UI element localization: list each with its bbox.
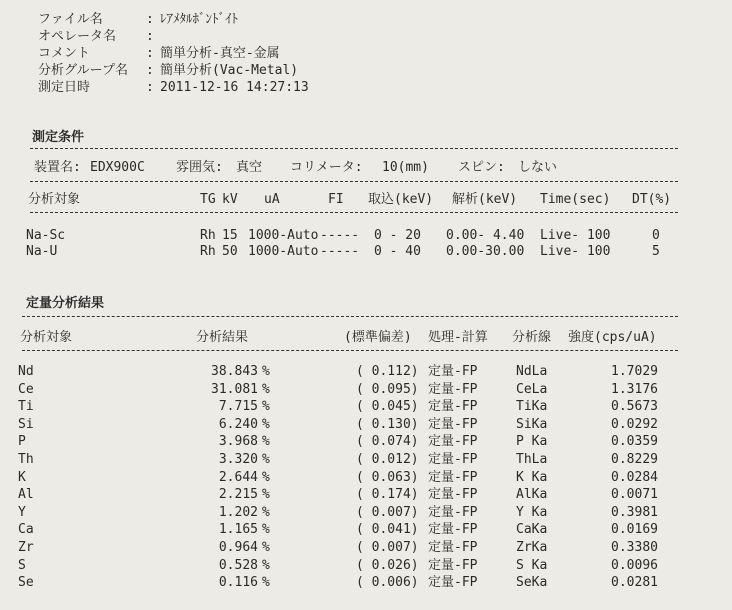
res-value: 3.320 xyxy=(218,452,258,467)
res-intensity: 0.0284 xyxy=(611,469,658,485)
res-sd: ( 0.007) xyxy=(356,540,419,555)
res-value: 6.240 xyxy=(218,416,258,432)
res-sd: ( 0.006) xyxy=(356,575,419,591)
res-intensity: 0.0169 xyxy=(611,522,658,538)
res-proc: 定量-FP xyxy=(428,504,478,520)
header-sep: : xyxy=(146,63,154,78)
cond-col-kv: kV xyxy=(222,192,238,207)
res-value: 31.081 xyxy=(211,381,258,397)
res-sd: ( 0.041) xyxy=(356,522,419,538)
res-intensity: 0.3380 xyxy=(611,540,658,555)
res-element: Ca xyxy=(18,522,34,538)
comment-value: 簡単分析-真空-金属 xyxy=(160,46,280,61)
res-value: 7.715 xyxy=(218,399,258,415)
res-proc: 定量-FP xyxy=(428,487,478,503)
cond-time: Live- 100 xyxy=(540,244,611,259)
res-proc: 定量-FP xyxy=(428,434,478,450)
res-line: SiKa xyxy=(516,416,548,432)
res-element: Th xyxy=(18,452,34,467)
file-name-value: ﾚｱﾒﾀﾙﾎﾞﾝﾄﾞｲﾄ xyxy=(160,12,238,27)
res-unit: % xyxy=(262,434,270,450)
cond-col-ana: 解析(keV) xyxy=(452,192,518,207)
res-proc: 定量-FP xyxy=(428,522,478,538)
res-unit: % xyxy=(262,381,270,397)
cond-dt: 0 xyxy=(652,228,660,243)
res-element: Si xyxy=(18,416,34,432)
res-col-proc: 処理-計算 xyxy=(428,330,488,345)
divider xyxy=(30,181,678,182)
divider xyxy=(30,148,678,149)
cond-col-tg: TG xyxy=(200,192,216,207)
res-unit: % xyxy=(262,469,270,485)
res-sd: ( 0.130) xyxy=(356,416,419,432)
res-unit: % xyxy=(262,487,270,503)
res-intensity: 0.0096 xyxy=(611,557,658,573)
datetime-label: 測定日時 xyxy=(38,80,91,95)
res-sd: ( 0.174) xyxy=(356,487,419,503)
header-sep: : xyxy=(146,80,154,95)
res-value: 3.968 xyxy=(218,434,258,450)
cond-ana: 0.00- 4.40 xyxy=(446,228,525,243)
header-sep: : xyxy=(146,29,154,44)
header-sep: : xyxy=(146,12,154,27)
res-value: 38.843 xyxy=(211,364,258,379)
res-proc: 定量-FP xyxy=(428,416,478,432)
res-line: S Ka xyxy=(516,557,548,573)
res-intensity: 0.5673 xyxy=(611,399,658,415)
conditions-title: 測定条件 xyxy=(32,130,85,145)
cond-fi: ----- xyxy=(320,228,360,243)
res-intensity: 0.0281 xyxy=(611,575,658,591)
res-unit: % xyxy=(262,575,270,591)
res-element: Nd xyxy=(18,364,34,379)
res-sd: ( 0.074) xyxy=(356,434,419,450)
collimator-label: コリメータ: xyxy=(290,160,363,175)
res-proc: 定量-FP xyxy=(428,452,478,467)
res-line: P Ka xyxy=(516,434,548,450)
cond-fi: ----- xyxy=(320,244,360,259)
res-col-result: 分析結果 xyxy=(196,330,249,345)
atmosphere-value: 真空 xyxy=(236,160,263,175)
group-value: 簡単分析(Vac-Metal) xyxy=(160,63,299,78)
results-title: 定量分析結果 xyxy=(26,296,105,311)
res-line: Y Ka xyxy=(516,504,548,520)
header-sep: : xyxy=(146,46,154,61)
res-element: K xyxy=(18,469,26,485)
res-sd: ( 0.063) xyxy=(356,469,419,485)
res-element: Al xyxy=(18,487,34,503)
res-sd: ( 0.112) xyxy=(356,364,419,379)
res-intensity: 0.0071 xyxy=(611,487,658,503)
res-unit: % xyxy=(262,557,270,573)
res-proc: 定量-FP xyxy=(428,557,478,573)
res-element: Ce xyxy=(18,381,34,397)
cond-col-time: Time(sec) xyxy=(540,192,611,207)
res-proc: 定量-FP xyxy=(428,540,478,555)
comment-label: コメント xyxy=(38,46,91,61)
res-unit: % xyxy=(262,504,270,520)
res-line: NdLa xyxy=(516,364,548,379)
cond-ua: 1000-Auto xyxy=(248,244,319,259)
cond-ua: 1000-Auto xyxy=(248,228,319,243)
res-proc: 定量-FP xyxy=(428,575,478,591)
cond-col-ua: uA xyxy=(264,192,280,207)
device-value: EDX900C xyxy=(90,160,145,175)
res-unit: % xyxy=(262,399,270,415)
res-proc: 定量-FP xyxy=(428,399,478,415)
divider xyxy=(22,350,678,351)
cond-acq: 0 - 40 xyxy=(374,244,421,259)
res-value: 2.644 xyxy=(218,469,258,485)
res-unit: % xyxy=(262,522,270,538)
res-value: 0.528 xyxy=(218,557,258,573)
res-line: AlKa xyxy=(516,487,548,503)
datetime-value: 2011-12-16 14:27:13 xyxy=(160,80,309,95)
cond-col-acq: 取込(keV) xyxy=(368,192,434,207)
res-intensity: 0.8229 xyxy=(611,452,658,467)
res-unit: % xyxy=(262,416,270,432)
res-value: 0.964 xyxy=(218,540,258,555)
cond-acq: 0 - 20 xyxy=(374,228,421,243)
cond-kv: 50 xyxy=(222,244,238,259)
cond-ana: 0.00-30.00 xyxy=(446,244,525,259)
res-unit: % xyxy=(262,452,270,467)
res-line: ZrKa xyxy=(516,540,548,555)
cond-kv: 15 xyxy=(222,228,238,243)
spin-value: しない xyxy=(518,160,558,175)
res-line: CeLa xyxy=(516,381,548,397)
res-intensity: 1.3176 xyxy=(611,381,658,397)
cond-target: Na-U xyxy=(26,244,58,259)
res-col-target: 分析対象 xyxy=(20,330,73,345)
res-sd: ( 0.007) xyxy=(356,504,419,520)
res-line: ThLa xyxy=(516,452,548,467)
group-label: 分析グループ名 xyxy=(38,63,128,78)
res-unit: % xyxy=(262,364,270,379)
atmosphere-label: 雰囲気: xyxy=(176,160,223,175)
cond-col-dt: DT(%) xyxy=(632,192,672,207)
res-intensity: 0.0292 xyxy=(611,416,658,432)
res-sd: ( 0.095) xyxy=(356,381,419,397)
res-sd: ( 0.026) xyxy=(356,557,419,573)
res-proc: 定量-FP xyxy=(428,364,478,379)
res-intensity: 0.0359 xyxy=(611,434,658,450)
file-name-label: ファイル名 xyxy=(38,12,103,27)
res-intensity: 0.3981 xyxy=(611,504,658,520)
res-value: 1.202 xyxy=(218,504,258,520)
res-element: S xyxy=(18,557,26,573)
cond-time: Live- 100 xyxy=(540,228,611,243)
res-value: 2.215 xyxy=(218,487,258,503)
res-line: CaKa xyxy=(516,522,548,538)
operator-label: オペレータ名 xyxy=(38,29,117,44)
res-col-sd: (標準偏差) xyxy=(344,330,412,345)
res-unit: % xyxy=(262,540,270,555)
res-proc: 定量-FP xyxy=(428,469,478,485)
collimator-value: 10(mm) xyxy=(382,160,429,175)
res-element: Ti xyxy=(18,399,34,415)
res-line: SeKa xyxy=(516,575,548,591)
res-sd: ( 0.012) xyxy=(356,452,419,467)
cond-target: Na-Sc xyxy=(26,228,66,243)
res-element: Zr xyxy=(18,540,34,555)
res-value: 1.165 xyxy=(218,522,258,538)
res-line: K Ka xyxy=(516,469,548,485)
divider xyxy=(22,316,678,317)
res-element: P xyxy=(18,434,26,450)
res-col-int: 強度(cps/uA) xyxy=(568,330,657,345)
res-intensity: 1.7029 xyxy=(611,364,658,379)
res-sd: ( 0.045) xyxy=(356,399,419,415)
cond-col-target: 分析対象 xyxy=(28,192,81,207)
divider xyxy=(30,212,678,213)
cond-tg: Rh xyxy=(200,228,216,243)
cond-dt: 5 xyxy=(652,244,660,259)
res-element: Y xyxy=(18,504,26,520)
res-proc: 定量-FP xyxy=(428,381,478,397)
device-label: 装置名: xyxy=(34,160,81,175)
res-line: TiKa xyxy=(516,399,548,415)
cond-tg: Rh xyxy=(200,244,216,259)
cond-col-fi: FI xyxy=(328,192,344,207)
res-col-line: 分析線 xyxy=(512,330,552,345)
spin-label: スピン: xyxy=(458,160,505,175)
res-value: 0.116 xyxy=(218,575,258,591)
res-element: Se xyxy=(18,575,34,591)
